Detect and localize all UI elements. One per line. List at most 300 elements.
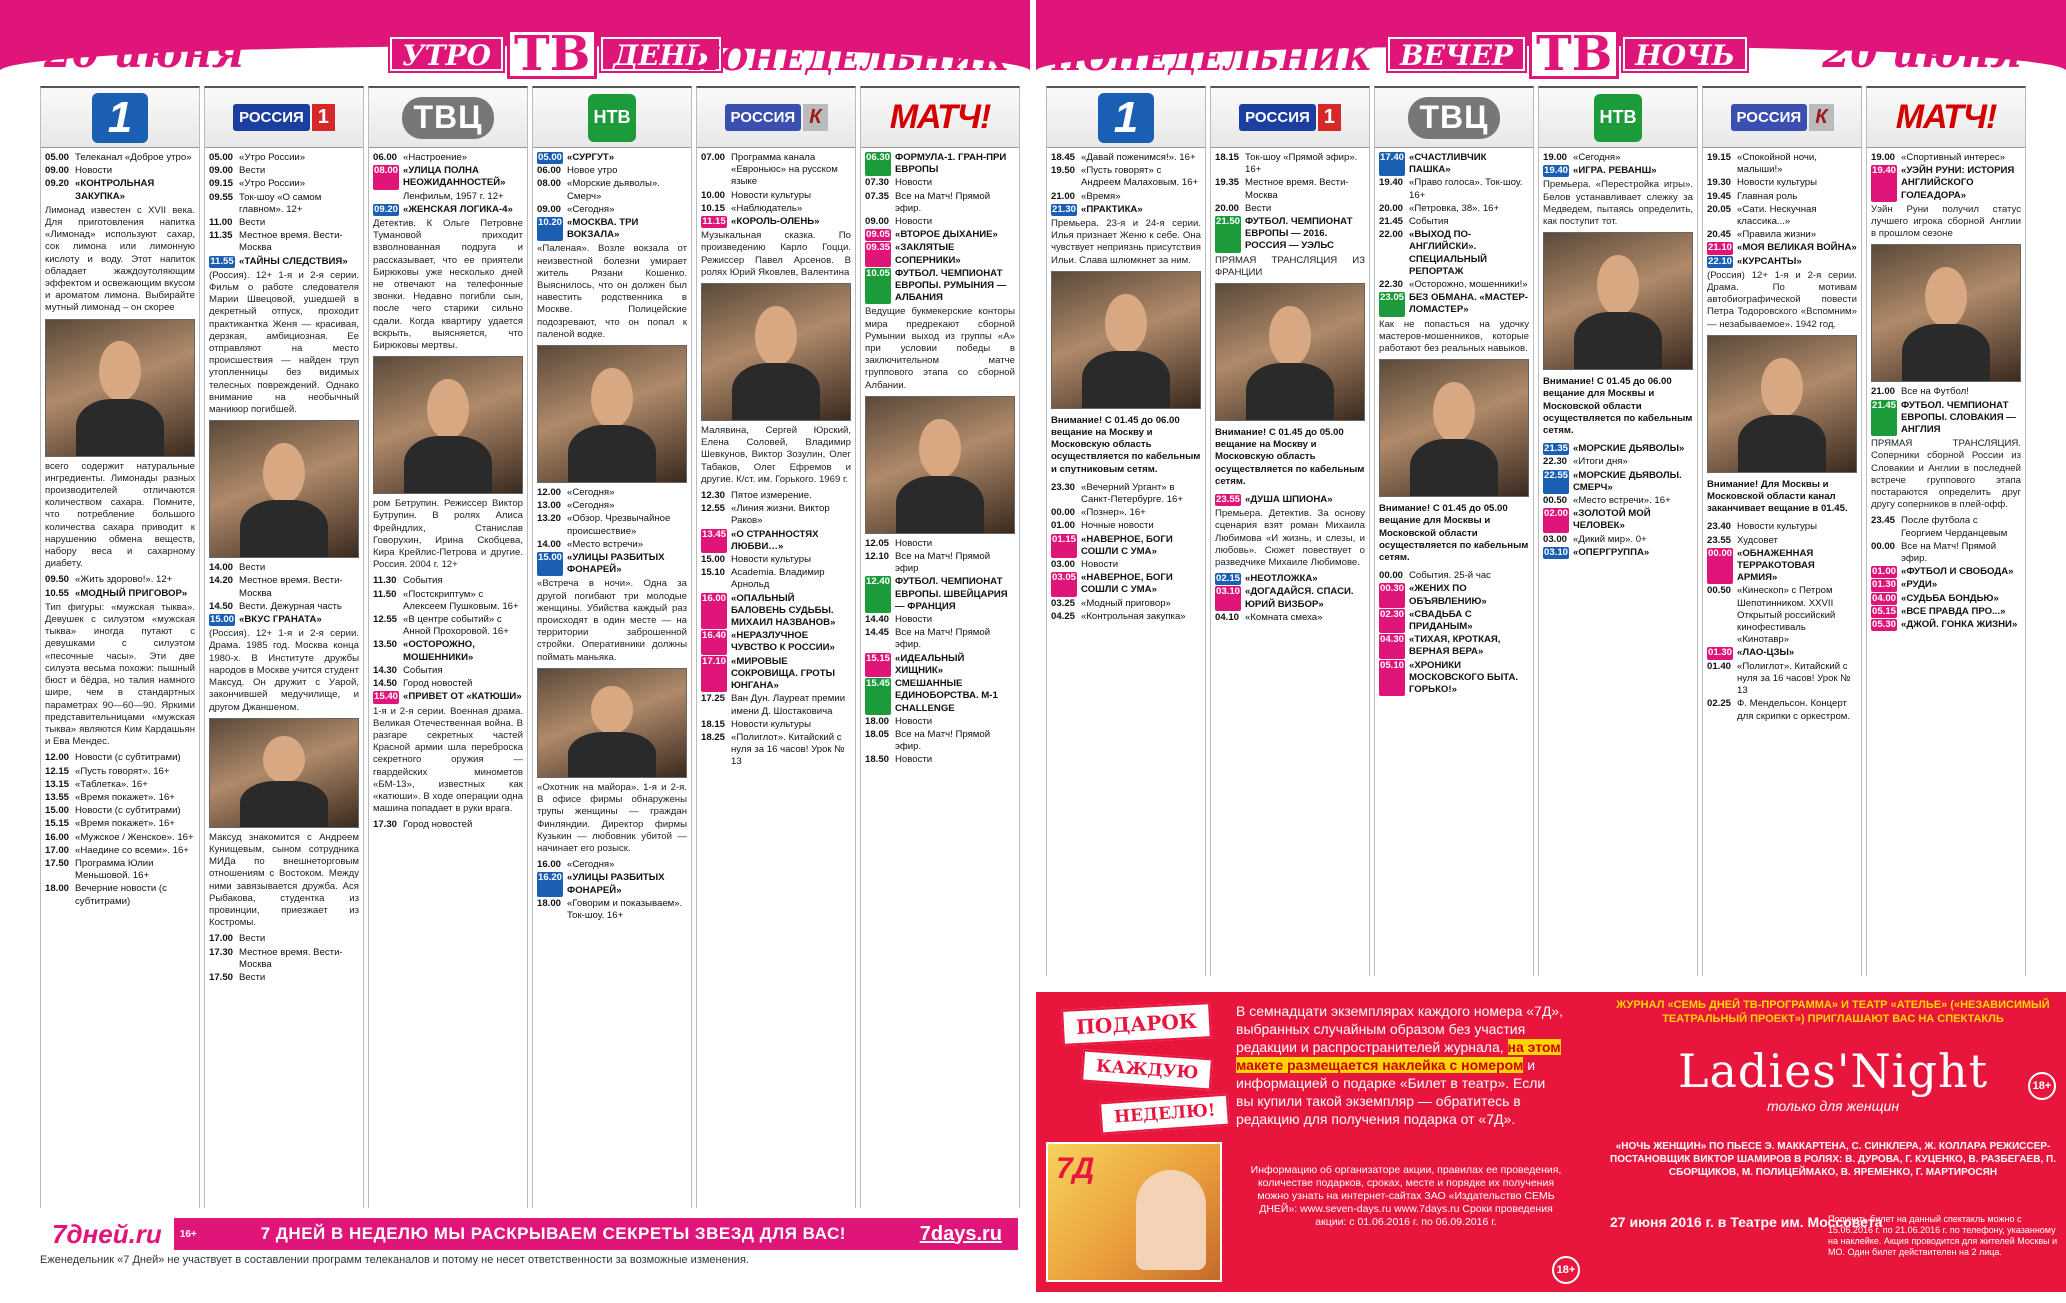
program-title: «Линия жизни. Виктор Раков» (731, 503, 830, 527)
program-time: 02.00 (1543, 508, 1569, 532)
program-time: 03.10 (1215, 586, 1241, 610)
program-item (1543, 456, 1693, 468)
program-description: 1-я и 2-я серии. Военная драма. Великая Отечественная война. В разгаре секретных частей Красной армии шла переброска секретного оружия — гвардейских минометов «БМ-13», известных как «катюши». В ходе операции одна машина попадает в руки врага. (373, 705, 523, 815)
program-time: 12.00 (537, 487, 562, 499)
program-time: 19.15 (1707, 152, 1732, 163)
program-description: Лимонад известен с XVII века. Для приготовления напитка «Лимонад» используют сахар, сок лимона или лимонную кислоту и воду. Этот напиток обладает жаждоутоляющим эффектом и освежающим вкусом и ароматом лимона. Выбирайте мутный лимонад – он скорее (45, 204, 195, 314)
program-title: События (1409, 216, 1449, 228)
program-time: 19.35 (1215, 177, 1240, 189)
program-time: 09.00 (209, 165, 234, 177)
program-title: «СЧАСТЛИВЧИК ПАШКА» (1409, 152, 1487, 176)
program-item (1051, 520, 1201, 532)
program-item (209, 601, 359, 613)
program-time: 23.45 (1871, 515, 1896, 527)
program-time: 18.25 (701, 731, 726, 743)
program-time: 21.50 (1215, 216, 1241, 253)
program-title: Вести (239, 933, 266, 945)
program-photo (1543, 232, 1693, 370)
program-item (209, 947, 359, 971)
program-time: 09.00 (865, 216, 890, 228)
program-time: 15.15 (45, 818, 70, 830)
program-time: 00.00 (1871, 540, 1896, 552)
program-time: 13.50 (373, 639, 398, 651)
program-title: «О СТРАННОСТЯХ ЛЮБВИ…» (731, 528, 819, 552)
schedule-grid (40, 86, 1020, 1208)
program-time: 15.00 (209, 614, 234, 626)
program-time: 11.50 (373, 588, 397, 600)
program-item (1707, 177, 1857, 189)
program-item (45, 752, 195, 764)
program-title: «ОБНАЖЕННАЯ ТЕРРАКОТОВАЯ АРМИЯ» (1737, 547, 1815, 584)
program-item (45, 779, 195, 791)
program-time: 17.30 (373, 819, 398, 831)
program-item (45, 766, 195, 778)
program-title: Новости (с субтитрами) (75, 752, 181, 764)
program-description: Детектив. К Ольге Петровне Тумановой приходит взволнованная подруга и рассказывает, что ее приятели Бирюковы уже несколько дней не отвечают на телефонные звонки. Недавно погибли сын, после чего старики сильно сдали. Когда квартиру удается вскрыть, выясняется, что Бирюковы мертвы. (373, 218, 523, 352)
program-item (1871, 619, 2021, 631)
program-title: «УЭЙН РУНИ: ИСТОРИЯ АНГЛИЙСКОГО ГОЛЕАДОРА» (1901, 165, 2015, 201)
program-time: 14.45 (865, 627, 890, 639)
program-time: 16.40 (701, 630, 727, 654)
program-time: 05.00 (45, 152, 70, 163)
program-title: «Полиглот». Китайский с нуля за 16 часов! Урок № 13 (1737, 660, 1851, 697)
program-title: ФУТБОЛ. ЧЕМПИОНАТ ЕВРОПЫ. РУМЫНИЯ — АЛБАНИЯ (895, 267, 1007, 304)
program-item (373, 204, 523, 216)
program-item (701, 503, 851, 527)
gift-tag: НЕДЕЛЮ! (1099, 1094, 1230, 1135)
program-time: 15.10 (701, 567, 726, 579)
program-time: 23.55 (1707, 534, 1732, 546)
program-time: 03.25 (1051, 597, 1076, 609)
program-time: 15.00 (701, 554, 726, 566)
channel-column (532, 86, 692, 1208)
program-time: 09.15 (209, 178, 234, 190)
program-time: 23.30 (1051, 481, 1076, 493)
program-item (1871, 515, 2021, 539)
program-item (1379, 216, 1529, 228)
program-title: «МОЯ ВЕЛИКАЯ ВОЙНА» (1737, 242, 1857, 254)
program-time: 09.20 (45, 178, 70, 190)
program-time: 15.00 (45, 805, 70, 817)
program-title: Вести (1245, 202, 1272, 214)
program-description: «Встреча в ночи». Одна за другой погибают три молодые женщины. Убийства каждый раз происходят в один месте — на территории заброшенной стройки. Оперативники должны поймать маньяка. (537, 578, 687, 663)
program-item (1543, 470, 1693, 494)
program-title: «Время покажет». 16+ (75, 791, 175, 803)
channel-column (368, 86, 528, 1208)
day-header: ПОНЕДЕЛЬНИК (689, 40, 1010, 78)
program-item (701, 567, 851, 591)
program-title: «ЗОЛОТОЙ МОЙ ЧЕЛОВЕК» (1573, 508, 1651, 532)
program-item (1707, 535, 1857, 547)
program-title: ФУТБОЛ. ЧЕМПИОНАТ ЕВРОПЫ — 2016. РОССИЯ — УЭЛЬС (1245, 216, 1353, 252)
program-title: «РУДИ» (1901, 579, 1938, 591)
program-description: Премьера. «Перестройка игры». Белов устанавливает слежку за Медведем, пытаясь определить, как поступит тот. (1543, 179, 1693, 228)
program-title: «КУРСАНТЫ» (1737, 255, 1802, 267)
program-time: 20.05 (1707, 203, 1732, 215)
program-description: Малявина, Сергей Юрский, Елена Соловей, Владимир Шевкунов, Виктор Зозулин, Олег Табаков, Олег Ефремов и другие. К/ст. им. Горького. 1969 г. (701, 425, 851, 485)
program-item (1707, 661, 1857, 698)
program-title: «НАВЕРНОЕ, БОГИ СОШЛИ С УМА» (1081, 572, 1173, 596)
program-time: 19.40 (1379, 177, 1404, 189)
program-time: 18.50 (865, 754, 890, 766)
program-time: 12.10 (865, 551, 890, 563)
ladies-night-title: Ladies'Night (1677, 1044, 1989, 1098)
program-time: 05.30 (1871, 619, 1896, 631)
program-title: «Сегодня» (567, 500, 615, 512)
program-item (1051, 165, 1201, 189)
program-time: 14.50 (373, 678, 398, 690)
program-item (865, 191, 1015, 215)
program-item (865, 627, 1015, 651)
program-time (373, 191, 399, 203)
program-item (1707, 698, 1857, 722)
ladies-night-ad: ЖУРНАЛ «СЕМЬ ДНЕЙ ТВ-ПРОГРАММА» И ТЕАТР «АТЕЛЬЕ» («НЕЗАВИСИМЫЙ ТЕАТРАЛЬНЫЙ ПРОЕКТ») ПРИГЛАШАЮТ ВАС НА СПЕКТАКЛЬ Ladies'Night только для женщин «НОЧЬ ЖЕНЩИН» ПО ПЬЕСЕ Э. МАККАРТЕНА, С. СИНКЛЕРА, Ж. КОЛЛАРА РЕЖИССЕР-ПОСТАНОВЩИК ВИКТОР ШАМИРОВ В РОЛЯХ: В. ДУРОВА, Г. КУЦЕНКО, В. РАЗБЕГАЕВ, П. СБОРЩИКОВ, М. ПОЛИЦЕЙМАКО, В. ЯРЕМЕНКО, Г. МАРТИРОСЯН 27 июня 2016 г. в Театре им. Моссовета Получить билет на данный спектакль можно с 15.06.2016 г. по 21.06.2016 г. по телефону, указанному на наклейке. Акция проводится для жителей Москвы и МО. Один билет действителен на 2 лица. 18+ (1600, 992, 2066, 1292)
program-title: Ленфильм, 1957 г. 12+ (403, 190, 504, 202)
program-time: 04.30 (1379, 634, 1405, 658)
program-time: 11.55 (210, 255, 234, 267)
program-time: 18.00 (865, 715, 890, 727)
program-title: «КОНТРОЛЬНАЯ ЗАКУПКА» (75, 178, 155, 202)
russia1-logo: РОССИЯ 1 (1211, 88, 1369, 148)
program-time: 15.15 (865, 653, 891, 677)
program-title: Местное время. Вести-Москва (239, 230, 343, 254)
russia-k-logo: РОССИЯ К (697, 88, 855, 148)
program-time: 23.40 (1707, 521, 1732, 533)
program-title: «В центре событий» с Анной Прохоровой. 16+ (403, 614, 509, 638)
program-item (537, 513, 687, 537)
program-time: 19.40 (1871, 165, 1897, 202)
program-photo (45, 319, 195, 457)
program-time: 08.00 (373, 165, 399, 189)
program-title: «Морские дьяволы». Смерч» (567, 178, 660, 202)
program-title: Новости (75, 165, 113, 177)
program-time: 21.45 (1379, 216, 1404, 228)
program-item (865, 538, 1015, 550)
program-item (1379, 203, 1529, 215)
channel-column (1866, 86, 2026, 976)
program-description: ром Бетрупин. Режиссер Виктор Бутрупин. В ролях Алиса Фрейндлих, Станислав Говорухин, Ирина Скобцева, Кира Крейлис-Петрова и другие. Россия. 2004 г. 12+ (373, 498, 523, 571)
program-title: Все на Матч! Прямой эфир. (1901, 540, 1997, 565)
program-title: Вечерние новости (с субтитрами) (75, 883, 167, 907)
program-item (373, 152, 523, 164)
program-item (701, 152, 851, 189)
program-title: СМЕШАННЫЕ ЕДИНОБОРСТВА. M-1 CHALLENGE (895, 678, 998, 714)
program-photo (1707, 335, 1857, 473)
program-title: «ТИХАЯ, КРОТКАЯ, ВЕРНАЯ ВЕРА» (1409, 634, 1501, 658)
program-item (373, 678, 523, 690)
program-item (537, 204, 687, 216)
program-item (1871, 165, 2021, 202)
program-title: «ХРОНИКИ МОСКОВСКОГО БЫТА. ГОРЬКО!» (1409, 659, 1519, 696)
program-title: «ДУША ШПИОНА» (1245, 494, 1333, 506)
program-time: 10.20 (537, 217, 563, 241)
program-title: «СВАДЬБА С ПРИДАНЫМ» (1409, 608, 1473, 633)
channel-one-logo: 1 (41, 88, 199, 148)
program-title: «Право голоса». Ток-шоу. 16+ (1409, 177, 1523, 201)
program-title: «Утро России» (239, 178, 306, 190)
show-date: 27 июня 2016 г. в Театре им. Моссовета (1610, 1214, 1883, 1230)
program-title: «ФУТБОЛ И СВОБОДА» (1901, 566, 2014, 578)
program-item (1379, 609, 1529, 633)
channel-column (40, 86, 200, 1208)
program-time: 16.00 (537, 859, 562, 871)
program-item (1543, 534, 1693, 546)
date-header: 20 июня (44, 30, 244, 77)
program-time: 06.30 (865, 152, 891, 176)
program-item (209, 165, 359, 177)
program-time: 17.50 (45, 857, 70, 869)
program-item (865, 551, 1015, 575)
program-title: Ток-шоу «Прямой эфир». 16+ (1245, 152, 1358, 176)
program-item (373, 819, 523, 831)
program-title: ФОРМУЛА-1. ГРАН-ПРИ ЕВРОПЫ (895, 152, 1007, 176)
program-title: «Утро России» (239, 152, 306, 163)
program-title: «Сати. Нескучная классика...» (1737, 203, 1817, 228)
channel-column (1210, 86, 1370, 976)
program-time: 17.00 (45, 844, 70, 856)
program-time: 18.15 (1215, 152, 1240, 163)
program-photo (537, 345, 687, 483)
program-time: 01.00 (1871, 566, 1896, 578)
program-title: «Время покажет». 16+ (75, 818, 175, 830)
program-item (209, 575, 359, 599)
program-item (865, 268, 1015, 305)
program-time: 00.00 (1379, 570, 1404, 582)
program-item (209, 192, 359, 216)
program-item (45, 574, 195, 586)
program-photo (209, 420, 359, 558)
channel-column (1702, 86, 1862, 976)
program-title: Новости (895, 614, 933, 626)
program-description: Как не попасться на удочку мастеров-мошенников, которые работают без реальных навыков. (1379, 318, 1529, 355)
program-title: Местное время. Вести-Москва (239, 946, 343, 970)
program-item (1051, 598, 1201, 610)
gift-tag: КАЖДУЮ (1081, 1049, 1213, 1090)
program-item (701, 554, 851, 566)
program-item (1707, 521, 1857, 533)
magazine-cover-image: 7Д (1046, 1142, 1222, 1282)
program-title: «Петровка, 38». 16+ (1409, 202, 1500, 214)
gift-tag: ПОДАРОК (1061, 1002, 1212, 1046)
program-title: Местное время. Вести-Москва (1245, 177, 1349, 201)
program-time: 17.10 (701, 656, 727, 693)
program-item (537, 500, 687, 512)
program-title: Местное время. Вести-Москва (239, 575, 343, 599)
program-item (45, 883, 195, 907)
program-title: «ИДЕАЛЬНЫЙ ХИЩНИК» (895, 652, 965, 676)
footer-url-link[interactable]: 7days.ru (919, 1222, 1002, 1245)
program-time: 14.30 (373, 664, 398, 676)
program-time: 14.00 (537, 538, 562, 550)
program-time: 09.50 (45, 574, 70, 586)
program-item (1707, 256, 1857, 268)
program-time: 03.10 (1543, 546, 1568, 558)
program-description: «Паленая». Возле вокзала от неизвестной болезни умирает житель Рязани Кошенко. Выяснилось, что он должен был навестить родственника в Москве. Полицейские подозревают, что он попал к паленой водке. (537, 243, 687, 340)
program-time: 09.35 (865, 242, 891, 266)
program-item (537, 178, 687, 202)
program-item (701, 593, 851, 630)
program-title: Программа Юлии Меньшовой. 16+ (75, 857, 154, 882)
program-item (1543, 443, 1693, 455)
program-time: 19.45 (1707, 190, 1732, 202)
program-title: «ИГРА. РЕВАНШ» (1573, 165, 1657, 177)
program-title: «Правила жизни» (1737, 229, 1817, 241)
program-item (1051, 204, 1201, 216)
program-item (373, 575, 523, 587)
program-item (865, 729, 1015, 753)
program-time: 03.00 (1051, 559, 1076, 571)
program-time: 05.15 (1871, 605, 1896, 617)
program-item (537, 165, 687, 177)
program-item (209, 562, 359, 574)
program-time: 13.20 (537, 513, 562, 525)
match-logo: МАТЧ! (861, 88, 1019, 148)
program-time: 18.00 (537, 897, 562, 909)
program-photo (865, 396, 1015, 534)
day-header: ПОНЕДЕЛЬНИК (1052, 40, 1373, 78)
program-title: «Спокойной ночи, малыши!» (1737, 152, 1817, 176)
program-title: События. 25-й час (1409, 570, 1491, 582)
program-time: 00.50 (1707, 585, 1732, 597)
program-title: «Постскриптум» с Алексеем Пушковым. 16+ (403, 588, 519, 612)
program-item (1707, 152, 1857, 176)
program-item (865, 229, 1015, 241)
program-item (1215, 612, 1365, 624)
program-item (1051, 507, 1201, 519)
program-item (1871, 579, 2021, 591)
program-description: (Россия) 12+ 1-я и 2-я серии. Драма. По мотивам автобиографической повести Петра Тодоровского «Вспомним» — незабываемое». 1942 год. (1707, 269, 1857, 330)
program-item (1871, 152, 2021, 164)
program-title: Новости (895, 715, 933, 727)
program-time: 13.00 (537, 500, 562, 512)
program-item (537, 539, 687, 551)
program-time: 04.00 (1871, 592, 1896, 604)
program-time: 21.10 (1707, 242, 1732, 254)
program-title: Новости (895, 537, 933, 549)
program-title: «Таблетка». 16+ (75, 778, 148, 790)
program-title: «ЖЕНИХ ПО ОБЪЯВЛЕНИЮ» (1409, 583, 1487, 607)
program-description: Уэйн Руни получил статус лучшего игрока сборной Англии в прошлом сезоне (1871, 203, 2021, 240)
program-item (45, 858, 195, 882)
program-time: 18.45 (1051, 152, 1076, 163)
program-item (45, 832, 195, 844)
program-time: 14.20 (209, 575, 234, 587)
program-time: 18.15 (701, 718, 726, 730)
program-item (537, 152, 687, 164)
program-item (1707, 548, 1857, 585)
program-time: 12.30 (701, 490, 726, 502)
program-title: «Давай поженимся!». 16+ (1081, 152, 1196, 163)
program-item (1215, 494, 1365, 506)
program-item (1379, 177, 1529, 201)
program-time: 11.30 (373, 575, 397, 587)
footer-banner[interactable] (40, 1218, 1018, 1250)
program-time: 06.00 (373, 152, 398, 163)
program-time: 19.00 (1871, 152, 1896, 163)
program-description: (Россия). 12+ 1-я и 2-я серии. Драма. 1985 год. Москва конца 1980-х. В Институте дружбы народов в Москве учится студент Максуд. Он дружит с Уарой, закончившей медучилище, и другом Джаншеном. (209, 628, 359, 713)
program-item (1707, 229, 1857, 241)
program-item (209, 933, 359, 945)
program-item (1707, 585, 1857, 646)
program-time: 04.10 (1215, 611, 1240, 623)
program-title: «УЛИЦЫ РАЗБИТЫХ ФОНАРЕЙ» (567, 552, 665, 576)
program-title: БЕЗ ОБМАНА. «МАСТЕР-ЛОМАСТЕР» (1409, 292, 1528, 316)
program-time: 21.30 (1051, 203, 1076, 215)
program-time: 11.35 (209, 230, 233, 242)
program-item (1543, 547, 1693, 559)
program-title: «Кинескоп» с Петром Шепотинником. XXVII Открытый российский кинофестиваль «Кинотавр» (1737, 585, 1836, 646)
program-time: 13.55 (45, 791, 70, 803)
program-title: «Место встречи» (567, 538, 644, 550)
program-time: 14.50 (209, 600, 234, 612)
program-time: 19.40 (1543, 165, 1568, 177)
program-time: 21.00 (1871, 386, 1896, 398)
program-time: 17.40 (1379, 152, 1405, 176)
footer-brand[interactable]: 7дней.ru (40, 1218, 174, 1250)
program-item (45, 792, 195, 804)
program-time: 07.00 (701, 152, 726, 163)
age-rating: 16+ (179, 1228, 197, 1240)
program-time: 19.00 (1543, 152, 1568, 163)
program-time: 09.05 (865, 229, 890, 241)
program-time: 15.45 (865, 678, 891, 715)
program-title: «ЖЕНСКАЯ ЛОГИКА-4» (403, 203, 513, 215)
program-time: 03.05 (1051, 572, 1077, 596)
program-title: «Дикий мир». 0+ (1573, 533, 1647, 545)
program-item (1543, 152, 1693, 164)
promo-rules: Информацию об организаторе акции, правилах ее проведения, количестве подарков, сроках, месте и порядке их получения можно узнать на интернет-сайтах ЗАО «Издательство СЕМЬ ДНЕЙ»: www.seven-days.ru www.7days.ru Сроки проведения акции: с 01.06.2016 г. по 06.09.2016 г. (1250, 1164, 1562, 1228)
program-item (1379, 634, 1529, 658)
promo-gift-area (1036, 992, 1232, 1292)
program-item (1051, 572, 1201, 596)
program-title: «Итоги дня» (1573, 456, 1628, 468)
program-title: Новости культуры (731, 718, 811, 730)
program-time: 23.05 (1379, 292, 1405, 316)
program-item (1379, 152, 1529, 176)
program-title: «Контрольная закупка» (1081, 610, 1186, 622)
program-description: Ведущие букмекерские конторы мира предрекают сборной Румынии выход из группы «А» при условии победы в заключительном матче группового этапа со сборной Албании. (865, 306, 1015, 391)
program-title: «МОРСКИЕ ДЬЯВОЛЫ» (1573, 443, 1685, 455)
program-title: Новости (895, 754, 933, 766)
program-title: «Полиглот». Китайский с нуля за 16 часов! Урок № 13 (731, 731, 845, 768)
program-item (1379, 292, 1529, 316)
program-time: 10.55 (45, 587, 70, 599)
program-title: Ночные новости (1081, 520, 1154, 532)
program-item (865, 216, 1015, 228)
program-item (1871, 593, 2021, 605)
ntv-logo: НТВ (1539, 88, 1697, 148)
program-title: «УЛИЦЫ РАЗБИТЫХ ФОНАРЕЙ» (567, 872, 665, 896)
channel-column (860, 86, 1020, 1208)
program-item (1871, 541, 2021, 565)
program-photo (1871, 244, 2021, 382)
program-time: 09.55 (209, 191, 234, 203)
program-title: Вести (239, 971, 266, 983)
program-time: 17.30 (209, 946, 234, 958)
program-time: 10.15 (701, 202, 726, 214)
program-item (865, 716, 1015, 728)
channel-column (1374, 86, 1534, 976)
program-item (1871, 606, 2021, 618)
program-time: 11.15 (702, 216, 726, 228)
broadcast-note: Внимание! С 01.45 до 05.00 вещание для Москвы и Московской области осуществляется по кабельным сетям. (1379, 503, 1529, 564)
program-title: ФУТБОЛ. ЧЕМПИОНАТ ЕВРОПЫ. ШВЕЙЦАРИЯ — ФРАНЦИЯ (895, 576, 1008, 612)
program-item (1707, 242, 1857, 254)
program-title: «Настроение» (403, 152, 468, 163)
program-time: 17.25 (701, 693, 726, 705)
program-time: 08.00 (537, 178, 562, 190)
program-title: Новости (895, 216, 933, 228)
